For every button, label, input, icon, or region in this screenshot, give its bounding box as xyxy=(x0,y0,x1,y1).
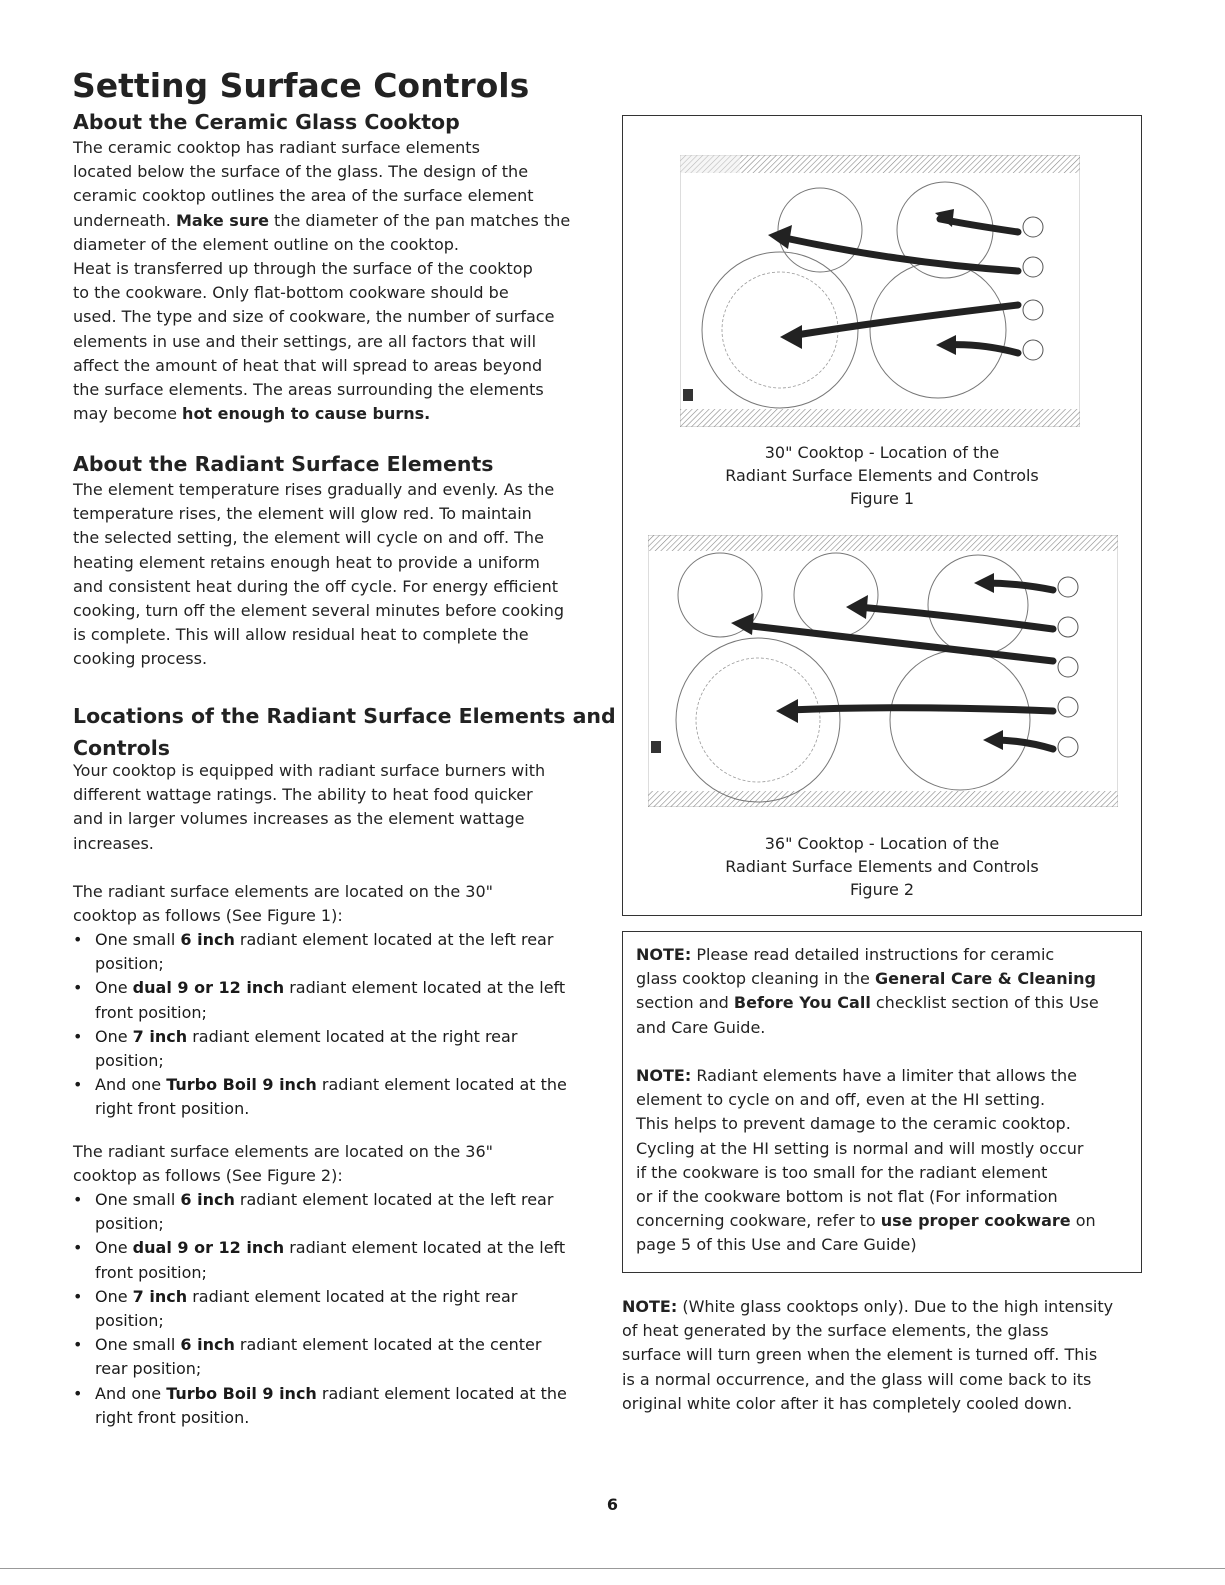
figure-2-caption-line1: 36" Cooktop - Location of the xyxy=(764,834,1000,853)
paragraph-ceramic: The ceramic cooktop has radiant surface elements located below the surface of the glass. The design of the ceramic cooktop outlines the area of the surface element underneath. Make sure the diameter of the pan matches the diameter of the element outline on the cooktop. Heat is transferred up through the surface of the cooktop to the cookware. Only flat-bottom cookware should be used. The type and size of cookware, the number of surface elements in use and their settings, are all factors that will affect the amount of heat that will spread to areas beyond the surface elements. The areas surrounding the elements may become hot enough to cause burns. xyxy=(73,138,571,424)
list-item: • One dual 9 or 12 inch radiant element located at the left front position; xyxy=(73,1236,598,1284)
list-36-elements xyxy=(73,1188,598,1430)
paragraph-locations: Your cooktop is equipped with radiant surface burners with different wattage ratings. The ability to heat food quicker and in larger volumes increases as the element wattage increases. xyxy=(73,761,546,853)
note-limiter: NOTE: Radiant elements have a limiter that allows the element to cycle on and off, even at the HI setting. This helps to prevent damage to the ceramic cooktop. Cycling at the HI setting is normal and will mostly occur if the cookware is too small for the radiant element or if the cookware bottom is not flat (For information concerning cookware, refer to use proper cookware on page 5 of this Use and Care Guide) xyxy=(636,1066,1096,1255)
figure-1-caption-line1: 30" Cooktop - Location of the xyxy=(764,443,1000,462)
figure-1-caption-line2: Radiant Surface Elements and Controls xyxy=(725,466,1039,485)
section-heading-locations xyxy=(73,700,616,764)
page-number: 6 xyxy=(606,1495,619,1514)
paragraph-radiant: The element temperature rises gradually and evenly. As the temperature rises, the element will glow red. To maintain the selected setting, the element will cycle on and off. The heating element retains enough heat to provide a uniform and consistent heat during the off cycle. For energy efficient cooking, turn off the element several minutes before cooking is complete. This will allow residual heat to complete the cooking process. xyxy=(73,480,565,669)
note-white-glass: NOTE: (White glass cooktops only). Due to the high intensity of heat generated by the surface elements, the glass surface will turn green when the element is turned off. This is a normal occurrence, and the glass will come back to its original white color after it has completely cooled down. xyxy=(622,1297,1114,1413)
list-30-intro: The radiant surface elements are located on the 30" cooktop as follows (See Figure 1): xyxy=(73,882,493,926)
list-36-intro: The radiant surface elements are located on the 36" cooktop as follows (See Figure 2): xyxy=(73,1142,493,1186)
list-item: • One dual 9 or 12 inch radiant element located at the left front position; xyxy=(73,976,598,1024)
list-item: • One small 6 inch radiant element located at the center rear position; xyxy=(73,1333,598,1381)
list-item: • One 7 inch radiant element located at the right rear position; xyxy=(73,1285,598,1333)
note-cleaning: NOTE: Please read detailed instructions for ceramic glass cooktop cleaning in the General Care & Cleaning section and Before You Call checklist section of this Use and Care Guide. xyxy=(636,945,1099,1037)
bottom-rule xyxy=(0,1568,1225,1569)
section-heading-ceramic: About the Ceramic Glass Cooktop xyxy=(73,110,460,134)
figure-1-caption-line3: Figure 1 xyxy=(849,489,915,508)
list-item: • One 7 inch radiant element located at the right rear position; xyxy=(73,1025,598,1073)
figure-2-caption-line3: Figure 2 xyxy=(849,880,915,899)
figure-2-caption-line2: Radiant Surface Elements and Controls xyxy=(725,857,1039,876)
page-title: Setting Surface Controls xyxy=(72,66,530,105)
section-heading-locations-line2: Controls xyxy=(73,736,170,760)
list-item: • One small 6 inch radiant element located at the left rear position; xyxy=(73,1188,598,1236)
section-heading-locations-line1: Locations of the Radiant Surface Elements and xyxy=(73,704,616,728)
figure-2-caption xyxy=(622,832,1142,901)
list-item: • One small 6 inch radiant element located at the left rear position; xyxy=(73,928,598,976)
list-item: • And one Turbo Boil 9 inch radiant element located at the right front position. xyxy=(73,1382,598,1430)
figure-1-caption xyxy=(622,441,1142,510)
figure-1-cooktop-30-diagram xyxy=(680,155,1080,427)
section-heading-radiant: About the Radiant Surface Elements xyxy=(73,452,494,476)
list-30-elements xyxy=(73,928,598,1122)
figure-2-cooktop-36-diagram xyxy=(648,535,1118,807)
list-item: • And one Turbo Boil 9 inch radiant element located at the right front position. xyxy=(73,1073,598,1121)
